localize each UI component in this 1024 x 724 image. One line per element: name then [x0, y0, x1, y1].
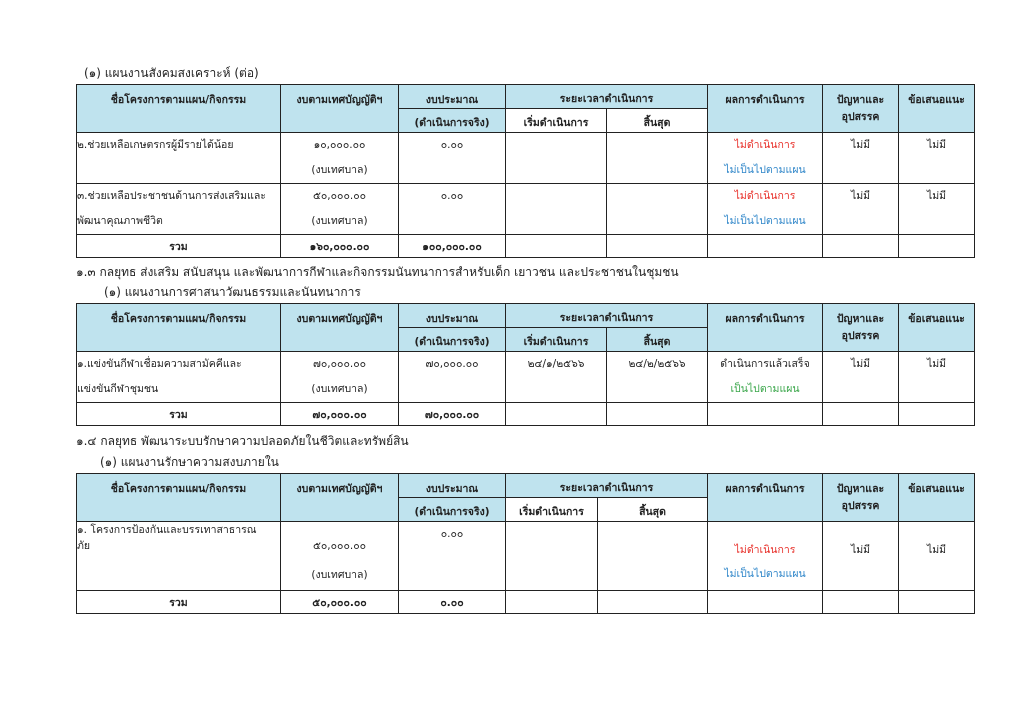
col-header-start: เริ่มดำเนินการ	[506, 328, 607, 352]
suggest-cell: ไม่มี	[899, 352, 975, 403]
result-status: ไม่ดำเนินการ	[734, 139, 796, 151]
project-name-line1: ๓.ช่วยเหลือประชาชนด้านการส่งเสริมและ	[77, 190, 266, 202]
total-row	[77, 403, 975, 426]
total-budget: ๗๐,๐๐๐.๐๐	[281, 403, 399, 426]
problem-label: ปัญหาและ	[836, 94, 885, 106]
table-row	[77, 522, 975, 591]
col-header-name: ชื่อโครงการตามแผน/กิจกรรม	[77, 85, 281, 133]
project-name-line1: ๑.แข่งขันกีฬาเชื่อมความสามัคคีและ	[77, 358, 242, 370]
col-header-end: สิ้นสุด	[607, 328, 708, 352]
plan-table-2	[76, 303, 975, 426]
col-header-name: ชื่อโครงการตามแผน/กิจกรรม	[77, 474, 281, 522]
result-plan-status: ไม่เป็นไปตามแผน	[724, 568, 806, 580]
project-name	[77, 133, 281, 184]
col-header-period: ระยะเวลาดำเนินการ	[506, 304, 708, 328]
project-name	[77, 352, 281, 403]
col-header-end: สิ้นสุด	[607, 109, 708, 133]
problem-cell: ไม่มี	[823, 352, 899, 403]
col-header-budget: งบตามเทศบัญญัติฯ	[281, 85, 399, 133]
result-status: ไม่ดำเนินการ	[734, 190, 796, 202]
col-header-result: ผลการดำเนินการ	[708, 474, 823, 522]
problem-cell: ไม่มี	[823, 133, 899, 184]
budget-value: ๗๐,๐๐๐.๐๐	[312, 358, 367, 370]
table-row	[77, 184, 975, 235]
problem-cell: ไม่มี	[823, 184, 899, 235]
total-budget: ๑๖๐,๐๐๐.๐๐	[281, 235, 399, 258]
col-header-result: ผลการดำเนินการ	[708, 304, 823, 352]
spend-cell: ๐.๐๐	[399, 522, 506, 591]
problem-label: ปัญหาและ	[836, 313, 885, 325]
col-header-period: ระยะเวลาดำเนินการ	[506, 85, 708, 109]
start-cell	[506, 184, 607, 235]
col-header-spend-sub: (ดำเนินการจริง)	[399, 328, 506, 352]
total-spend: ๗๐,๐๐๐.๐๐	[399, 403, 506, 426]
plan-table-3	[76, 473, 975, 614]
total-label: รวม	[77, 591, 281, 614]
spend-cell: ๐.๐๐	[399, 184, 506, 235]
budget-value: ๑๐,๐๐๐.๐๐	[313, 139, 366, 151]
project-name-line2: พัฒนาคุณภาพชีวิต	[77, 215, 163, 227]
result-status: ไม่ดำเนินการ	[734, 544, 796, 556]
problem-cell: ไม่มี	[823, 522, 899, 591]
col-header-spend: งบประมาณ	[399, 474, 506, 498]
col-header-period: ระยะเวลาดำเนินการ	[506, 474, 708, 498]
col-header-suggest: ข้อเสนอแนะ	[899, 304, 975, 352]
total-row	[77, 591, 975, 614]
col-header-spend: งบประมาณ	[399, 304, 506, 328]
start-cell	[506, 133, 607, 184]
budget-note: (งบเทศบาล)	[311, 215, 368, 227]
project-name	[77, 522, 281, 591]
result-cell	[708, 184, 823, 235]
plan-table-1	[76, 84, 975, 258]
table-row	[77, 352, 975, 403]
col-header-spend-sub: (ดำเนินการจริง)	[399, 498, 506, 522]
end-cell	[598, 522, 708, 591]
budget-note: (งบเทศบาล)	[311, 164, 368, 176]
strategy-14-heading: ๑.๔ กลยุทธ พัฒนาระบบรักษาความปลอดภัยในชีวิตและทรัพย์สิน	[76, 434, 409, 448]
col-header-problem	[823, 474, 899, 522]
project-name-line1: ๒.ช่วยเหลือเกษตรกรผู้มีรายได้น้อย	[77, 139, 234, 151]
end-cell	[607, 133, 708, 184]
col-header-spend-sub: (ดำเนินการจริง)	[399, 109, 506, 133]
project-name-line2: ภัย	[77, 540, 91, 552]
budget-cell	[281, 133, 399, 184]
col-header-end: สิ้นสุด	[598, 498, 708, 522]
spend-cell: ๐.๐๐	[399, 133, 506, 184]
start-cell: ๒๔/๑/๒๕๖๖	[506, 352, 607, 403]
suggest-cell: ไม่มี	[899, 184, 975, 235]
problem-sublabel: อุปสรรค	[841, 500, 880, 512]
col-header-suggest: ข้อเสนอแนะ	[899, 85, 975, 133]
result-status: ดำเนินการแล้วเสร็จ	[720, 358, 810, 370]
problem-sublabel: อุปสรรค	[841, 330, 880, 342]
result-cell	[708, 352, 823, 403]
col-header-spend: งบประมาณ	[399, 85, 506, 109]
start-cell	[506, 522, 598, 591]
total-spend: ๑๐๐,๐๐๐.๐๐	[399, 235, 506, 258]
spend-cell: ๗๐,๐๐๐.๐๐	[399, 352, 506, 403]
total-label: รวม	[77, 235, 281, 258]
suggest-cell: ไม่มี	[899, 133, 975, 184]
budget-cell	[281, 522, 399, 591]
total-row	[77, 235, 975, 258]
budget-value: ๕๐,๐๐๐.๐๐	[312, 190, 367, 202]
col-header-start: เริ่มดำเนินการ	[506, 498, 598, 522]
section2-heading: (๑) แผนงานการศาสนาวัฒนธรรมและนันทนาการ	[104, 285, 361, 299]
result-cell	[708, 133, 823, 184]
result-plan-status: ไม่เป็นไปตามแผน	[724, 215, 806, 227]
end-cell: ๒๔/๒/๒๕๖๖	[607, 352, 708, 403]
budget-cell	[281, 184, 399, 235]
section3-heading: (๑) แผนงานรักษาความสงบภายใน	[100, 455, 279, 469]
col-header-name: ชื่อโครงการตามแผน/กิจกรรม	[77, 304, 281, 352]
budget-note: (งบเทศบาล)	[311, 383, 368, 395]
total-label: รวม	[77, 403, 281, 426]
col-header-budget: งบตามเทศบัญญัติฯ	[281, 474, 399, 522]
budget-cell	[281, 352, 399, 403]
table-row	[77, 133, 975, 184]
budget-note: (งบเทศบาล)	[311, 569, 368, 581]
suggest-cell: ไม่มี	[899, 522, 975, 591]
strategy-13-heading: ๑.๓ กลยุทธ ส่งเสริม สนับสนุน และพัฒนาการกีฬาและกิจกรรมนันทนาการสำหรับเด็ก เยาวชน และประชาชนในชุมชน	[76, 265, 679, 279]
problem-sublabel: อุปสรรค	[841, 111, 880, 123]
problem-label: ปัญหาและ	[836, 483, 885, 495]
col-header-suggest: ข้อเสนอแนะ	[899, 474, 975, 522]
col-header-problem	[823, 85, 899, 133]
end-cell	[607, 184, 708, 235]
total-budget: ๕๐,๐๐๐.๐๐	[281, 591, 399, 614]
col-header-budget: งบตามเทศบัญญัติฯ	[281, 304, 399, 352]
project-name	[77, 184, 281, 235]
result-plan-status: เป็นไปตามแผน	[730, 383, 800, 395]
budget-value: ๕๐,๐๐๐.๐๐	[312, 540, 367, 552]
col-header-start: เริ่มดำเนินการ	[506, 109, 607, 133]
result-cell	[708, 522, 823, 591]
project-name-line2: แข่งขันกีฬาชุมชน	[77, 383, 159, 395]
total-spend: ๐.๐๐	[399, 591, 506, 614]
section1-heading: (๑) แผนงานสังคมสงเคราะห์ (ต่อ)	[84, 66, 259, 80]
col-header-result: ผลการดำเนินการ	[708, 85, 823, 133]
col-header-problem	[823, 304, 899, 352]
result-plan-status: ไม่เป็นไปตามแผน	[724, 164, 806, 176]
project-name-line1: ๑. โครงการป้องกันและบรรเทาสาธารณ	[77, 524, 257, 536]
